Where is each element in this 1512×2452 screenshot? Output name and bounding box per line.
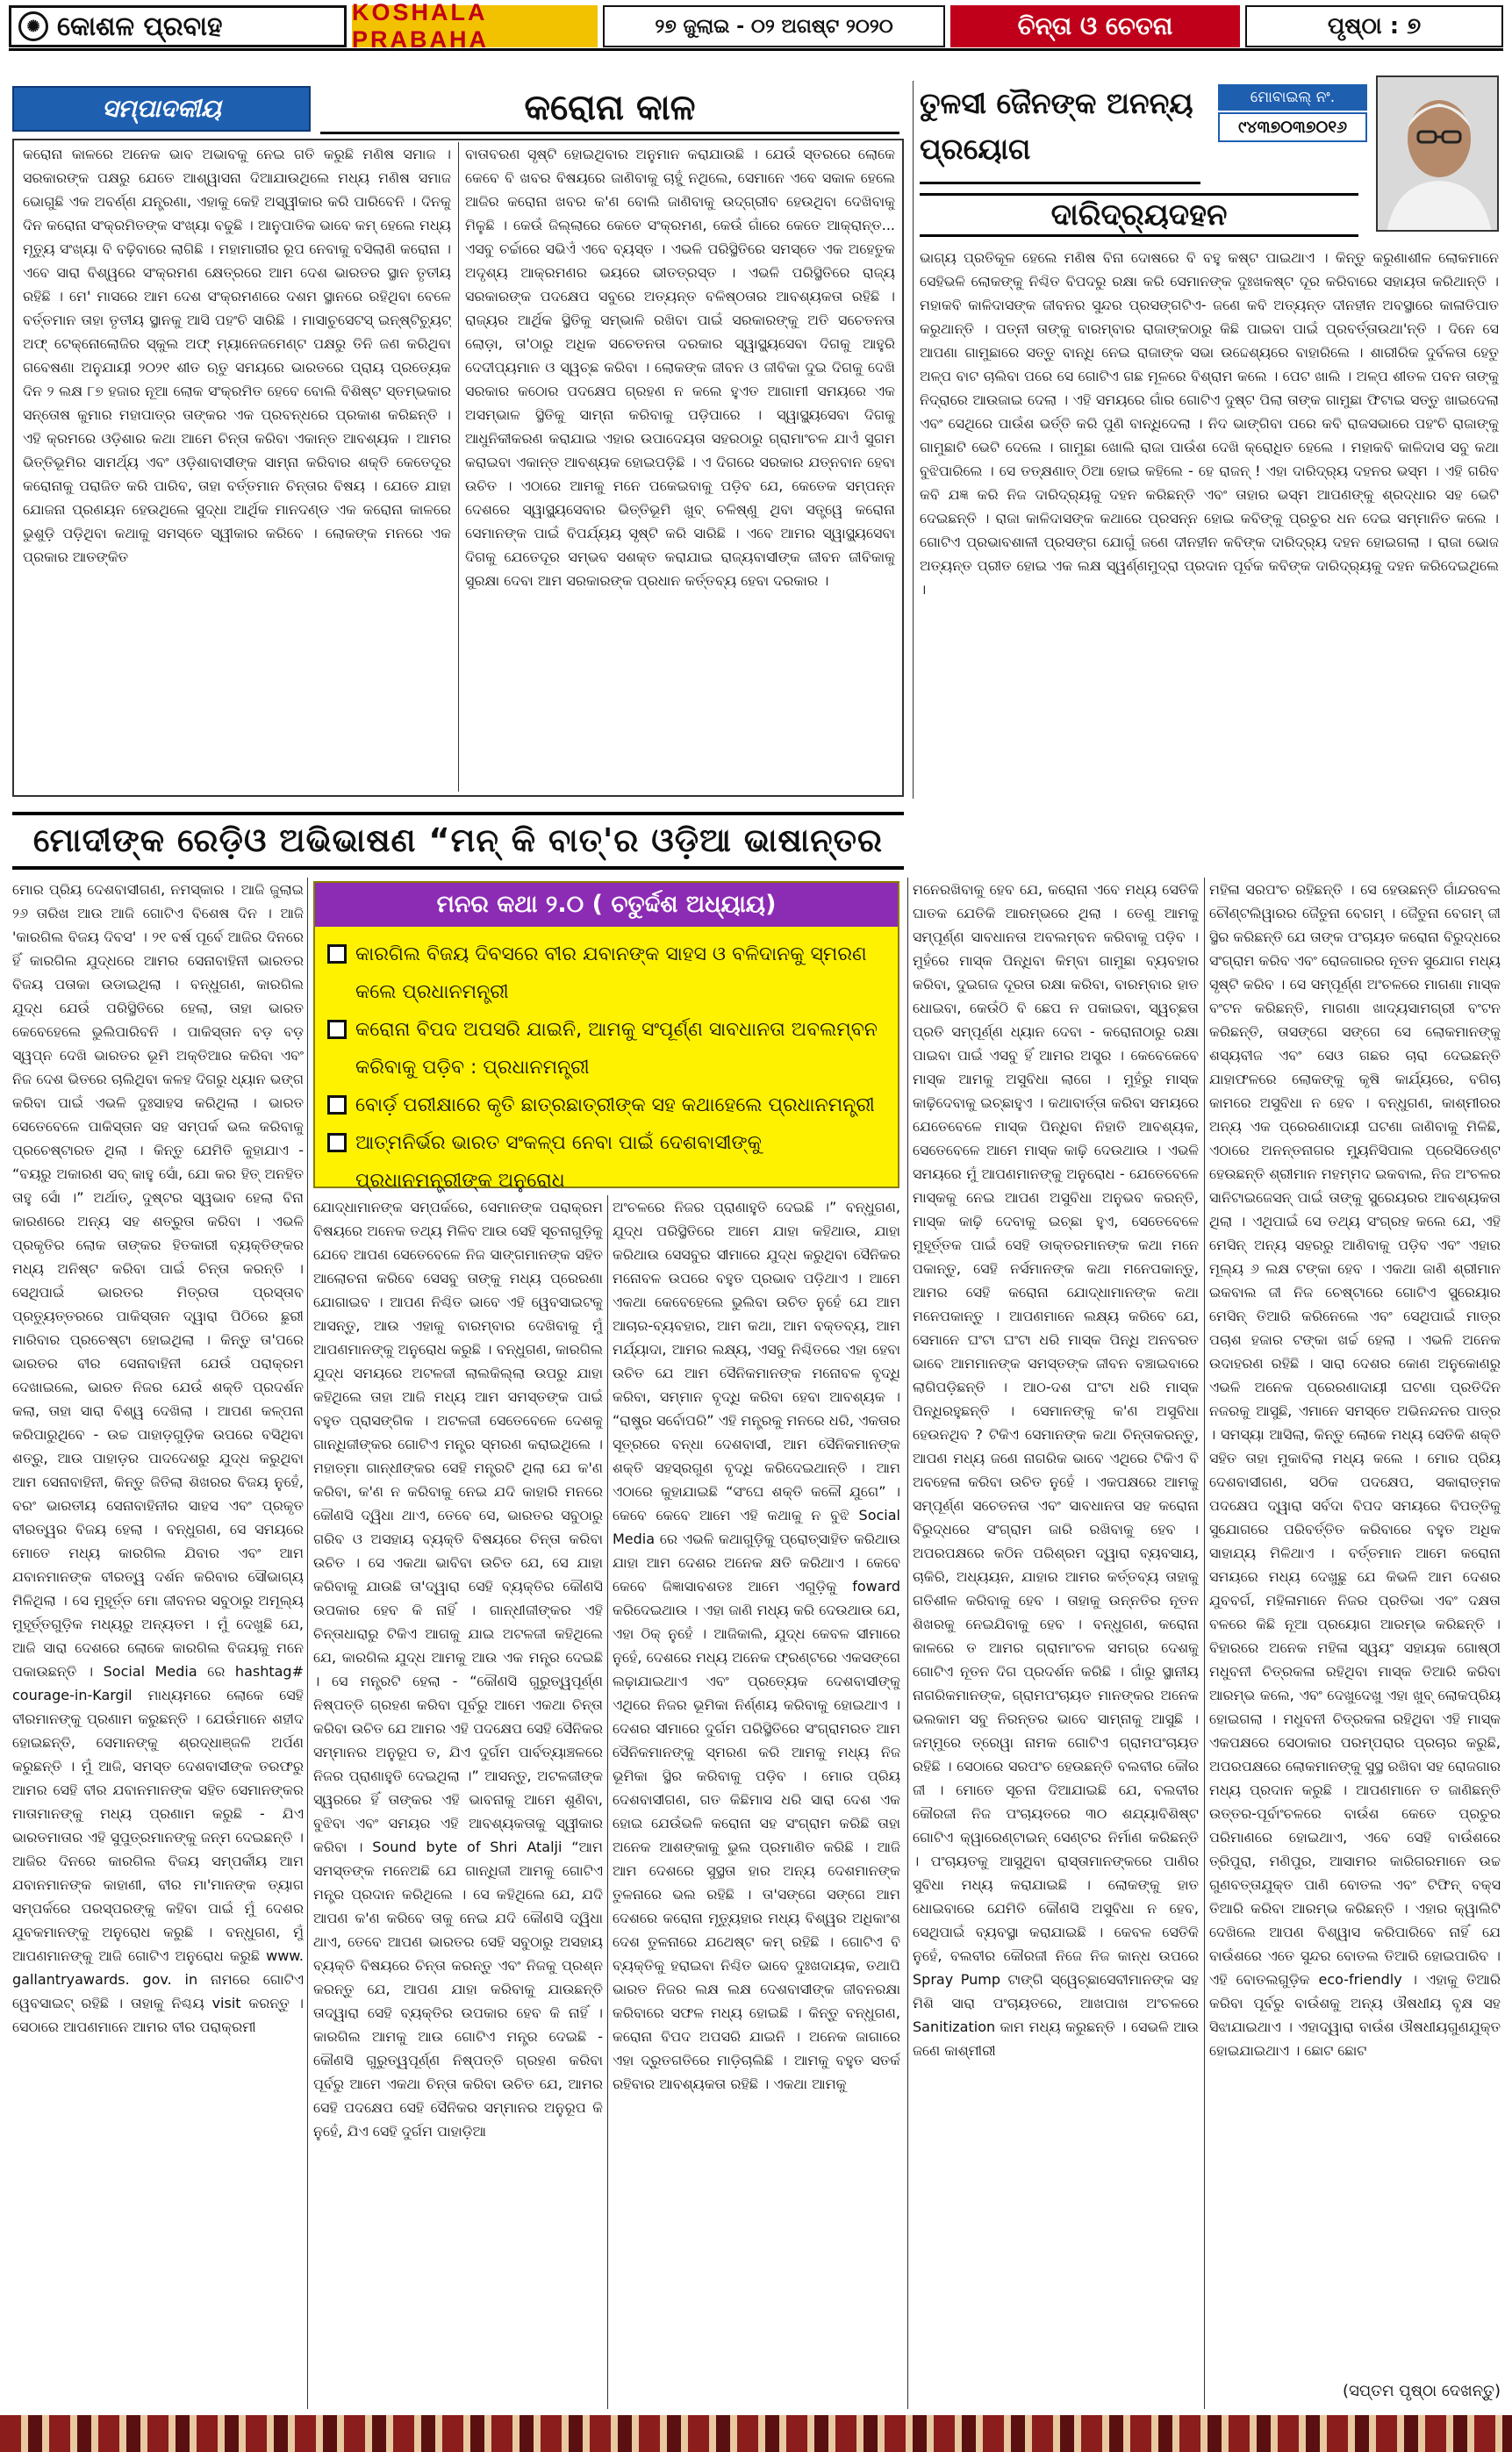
checkbox-icon: [327, 1095, 347, 1115]
mkb-column-3: ଅଂଚଳରେ ନିଜର ପ୍ରାଣାହୁତି ଦେଇଛି ।” ବନ୍ଧୁଗଣ, ଯୁଦ୍ଧ ପରିସ୍ଥିତିରେ ଆମେ ଯାହା କହିଥାଉ, ଯାହା କରିଥାଉ ସେସବୁର ସୀମାରେ ଯୁଦ୍ଧ କରୁଥିବା ସୈନିକର ମନୋବଳ ଉପରେ ବହୁତ ପ୍ରଭାବ ପଡ଼ିଥାଏ । ଆମେ ଏକଥା କେବେହେଲେ ଭୁଲିବା ଉଚିତ ନୁହେଁ ଯେ ଆମ ଆଚାର-ବ୍ୟବହାର, ଆମ କଥା, ଆମ ବକ୍ତବ୍ୟ, ଆମ ମର୍ଯ୍ୟାଦା, ଆମର ଲକ୍ଷ୍ୟ, ଏସବୁ ନିଶ୍ଚିତରେ ଏହା ହେବା ଉଚିତ ଯେ ଆମ ସୈନିକମାନଙ୍କ ମନୋବଳ ବୃଦ୍ଧି କରିବା, ସମ୍ମାନ ବୃଦ୍ଧି କରିବା ହେବା ଆବଶ୍ୟକ । “ରାଷ୍ଟ୍ର ସର୍ବୋପରି” ଏହି ମନ୍ତ୍ରକୁ ମନରେ ଧରି, ଏକତାର ସୂତ୍ରରେ ବନ୍ଧା ଦେଶବାସୀ, ଆମ ସୈନିକମାନଙ୍କ ଶକ୍ତି ସହସ୍ରଗୁଣ ବୃଦ୍ଧି କରିଦେଇଥାନ୍ତି । ଆମ ଏଠାରେ କୁହାଯାଇଛି “ସଂଘେ ଶକ୍ତି କଳୌ ଯୁଗେ” । କେବେ କେବେ ଆମେ ଏହି କଥାକୁ ନ ବୁଝି Social Media ରେ ଏଭଳି କଥାଗୁଡ଼ିକୁ ପ୍ରୋତ୍ସାହିତ କରିଥାଉ ଯାହା ଆମ ଦେଶର ଅନେକ କ୍ଷତି କରିଥାଏ । କେବେ କେବେ ଜିଜ୍ଞାସାବଶତଃ ଆମେ ଏଗୁଡ଼ିକୁ foward କରିଦେଇଥାଉ । ଏହା ଜାଣି ମଧ୍ୟ କରି ଦେଉଥାଉ ଯେ, ଏହା ଠିକ୍ ନୁହେଁ । ଆଜିକାଲି, ଯୁଦ୍ଧ କେବଳ ସୀମାରେ ନୁହେଁ, ଦେଶରେ ମଧ୍ୟ ଅନେକ ଫ୍ରଣ୍ଟରେ ଏକସଙ୍ଗେ ଲଢ଼ାଯାଇଥାଏ ଏବଂ ପ୍ରତ୍ୟେକ ଦେଶବାସୀଙ୍କୁ ଏଥିରେ ନିଜର ଭୂମିକା ନିର୍ଣ୍ଣୟ କରିବାକୁ ହୋଇଥାଏ । ଦେଶର ସୀମାରେ ଦୁର୍ଗମ ପରିସ୍ଥିତିରେ ସଂଗ୍ରାମରତ ଆମ ସୈନିକମାନଙ୍କୁ ସ୍ମରଣ କରି ଆମକୁ ମଧ୍ୟ ନିଜ ଭୂମିକା ସ୍ଥିର କରିବାକୁ ପଡ଼ିବ । ମୋର ପ୍ରିୟ ଦେଶବାସୀଗଣ, ଗତ କିଛିମାସ ଧରି ସାରା ଦେଶ ଏକ ହୋଇ ଯେଉଁଭଳି କରୋନା ସହ ସଂଗ୍ରାମ କରିଛି ତାହା ଅନେକ ଆଶଙ୍କାକୁ ଭୁଲ ପ୍ରମାଣିତ କରିଛି । ଆଜି ଆମ ଦେଶରେ ସୁସ୍ଥତା ହାର ଅନ୍ୟ ଦେଶମାନଙ୍କ ତୁଳନାରେ ଭଲ ରହିଛି । ତା'ସଙ୍ଗେ ସଙ୍ଗେ ଆମ ଦେଶରେ କରୋନା ମୃତ୍ୟୁହାର ମଧ୍ୟ ବିଶ୍ୱର ଅଧିକାଂଶ ଦେଶ ତୁଳନାରେ ଯଥେଷ୍ଟ କମ୍ ରହିଛି । ଗୋଟିଏ ବି ବ୍ୟକ୍ତିକୁ ହରାଇବା ନିଶ୍ଚିତ ଭାବେ ଦୁଃଖଦାୟକ, ତଥାପି ଭାରତ ନିଜର ଲକ୍ଷ ଲକ୍ଷ ଦେଶବାସୀଙ୍କ ଜୀବନରକ୍ଷା କରିବାରେ ସଫଳ ମଧ୍ୟ ହୋଇଛି । କିନ୍ତୁ ବନ୍ଧୁଗଣ, କରୋନା ବିପଦ ଅପସରି ଯାଇନି । ଅନେକ ଜାଗାରେ ଏହା ଦ୍ରୁତଗତିରେ ମାଡ଼ିଚାଲିଛି । ଆମକୁ ବହୁତ ସତର୍କ ରହିବାର ଆବଶ୍ୟକତା ରହିଛି । ଏକଥା ଆମକୁ: [613, 1199, 900, 2092]
decorative-footer-border: [0, 2415, 1512, 2452]
page-number: ପୃଷ୍ଠା : ୭: [1245, 5, 1503, 47]
logo-emblem-icon: ✺: [18, 11, 48, 41]
highlight-item: ଆତ୍ମନିର୍ଭର ଭାରତ ସଂକଳ୍ପ ନେବା ପାଇଁ ଦେଶବାସୀଙ୍କୁ ପ୍ରଧାନମନ୍ତ୍ରୀଙ୍କ ଅନୁରୋଧ: [327, 1124, 885, 1200]
mkb-column-5: ମହିଳା ସରପଂଚ ରହିଛନ୍ତି । ସେ ହେଉଛନ୍ତି ଗାଁନ୍ଦରବଲ ଚୌଣ୍ଟଲିୱାରର ଜୈତୁନା ବେଗମ୍ । ଜୈତୁନା ବେଗମ୍ ଜୀ ସ୍ଥିର କରିଛନ୍ତି ଯେ ତାଙ୍କ ପଂଚାୟତ କରୋନା ବିରୁଦ୍ଧରେ ସଂଗ୍ରାମ କରିବ ଏବଂ ରୋଜଗାରର ନୂତନ ସୁଯୋଗ ମଧ୍ୟ ସୃଷ୍ଟି କରିବ । ସେ ସମ୍ପୂର୍ଣ୍ଣ ଅଂଚଳରେ ମାଗଣା ମାସ୍କ ବଂଟନ କରିଛନ୍ତି, ମାଗଣା ଖାଦ୍ୟସାମଗ୍ରୀ ବଂଟନ କରିଛନ୍ତି, ତାସଙ୍ଗେ ସଙ୍ଗେ ସେ ଲୋକମାନଙ୍କୁ ଶସ୍ୟବୀଜ ଏବଂ ସେଓ ଗଛର ଚାରା ଦେଇଛନ୍ତି ଯାହାଫଳରେ ଲୋକଙ୍କୁ କୃଷି କାର୍ଯ୍ୟରେ, ବଗିଚା କାମରେ ଅସୁବିଧା ନ ହେବ । ବନ୍ଧୁଗଣ, କାଶ୍ମୀରର ଅନ୍ୟ ଏକ ପ୍ରେରଣାଦାୟୀ ଘଟଣା ଜାଣିବାକୁ ମିଳିଛି, ଏଠାରେ ଅନନ୍ତନାଗର ମ୍ୟୁନିସିପାଲ ପ୍ରେସିଡେଣ୍ଟ ହେଉଛନ୍ତି ଶ୍ରୀମାନ ମହମ୍ମଦ ଇକବାଲ, ନିଜ ଅଂଚଳର ସାନିଟାଇଜେସନ୍ ପାଇଁ ତାଙ୍କୁ ସ୍ପ୍ରେୟରର ଆବଶ୍ୟକତା ଥିଲା । ଏଥିପାଇଁ ସେ ତଥ୍ୟ ସଂଗ୍ରହ କଲେ ଯେ, ଏହି ମେସିନ୍ ଅନ୍ୟ ସହରରୁ ଆଣିବାକୁ ପଡ଼ିବ ଏବଂ ଏହାର ମୂଲ୍ୟ ୬ ଲକ୍ଷ ଟଙ୍କା ହେବ । ଏକଥା ଜାଣି ଶ୍ରୀମାନ ଇକବାଲ ଜୀ ନିଜ ଚେଷ୍ଟାରେ ଗୋଟିଏ ସ୍ପ୍ରେୟାର ମେସିନ୍ ତିଆରି କରିନେଲେ ଏବଂ ସେଥିପାଇଁ ମାତ୍ର ପଚାଶ ହଜାର ଟଙ୍କା ଖର୍ଚ୍ଚ ହେଲା । ଏଭଳି ଅନେକ ଉଦାହରଣ ରହିଛି । ସାରା ଦେଶର କୋଣ ଅନୁକୋଣରୁ ଏଭଳି ଅନେକ ପ୍ରେରଣାଦାୟୀ ଘଟଣା ପ୍ରତିଦିନ ନଜରକୁ ଆସୁଛି, ଏମାନେ ସମସ୍ତେ ଅଭିନନ୍ଦନର ପାତ୍ର । ସମସ୍ୟା ଆସିଲା, କିନ୍ତୁ ଲୋକେ ମଧ୍ୟ ସେତିକି ଶକ୍ତି ସହିତ ତାହା ମୁକାବିଲା ମଧ୍ୟ କଲେ । ମୋର ପ୍ରିୟ ଦେଶବାସୀଗଣ, ସଠିକ ପଦକ୍ଷେପ, ସକାରାତ୍ମକ ପଦକ୍ଷେପ ଦ୍ୱାରା ସର୍ବଦା ବିପଦ ସମୟରେ ବିପତ୍ତିକୁ ସୁଯୋଗରେ ପରିବର୍ତ୍ତିତ କରିବାରେ ବହୁତ ଅଧିକ ସାହାଯ୍ୟ ମିଳିଥାଏ । ବର୍ତ୍ତମାନ ଆମେ କରୋନା ସମୟରେ ମଧ୍ୟ ଦେଖୁଛୁ ଯେ କିଭଳି ଆମ ଦେଶର ଯୁବବର୍ଗ, ମହିଳାମାନେ ନିଜର ପ୍ରତିଭା ଏବଂ ଦକ୍ଷତା ବଳରେ କିଛି ନୂଆ ପ୍ରୟୋଗ ଆରମ୍ଭ କରିଛନ୍ତି । ବିହାରରେ ଅନେକ ମହିଳା ସ୍ୱୟଂ ସହାୟକ ଗୋଷ୍ଠୀ ମଧୁବନୀ ଚିତ୍ରକଳା ରହିଥିବା ମାସ୍କ ତିଆରି କରିବା ଆରମ୍ଭ କଲେ, ଏବଂ ଦେଖୁଦେଖୁ ଏହା ଖୁବ୍ ଲୋକପ୍ରିୟ ହୋଇଗଲା । ମଧୁବନୀ ଚିତ୍ରକଳା ରହିଥିବା ଏହି ମାସ୍କ ଏକପକ୍ଷରେ ସେଠାକାର ପରମ୍ପରାର ପ୍ରଚାର କରୁଛି, ଅପରପକ୍ଷରେ ଲୋକମାନଙ୍କୁ ସୁସ୍ଥ ରଖିବା ସହ ରୋଜଗାର ମଧ୍ୟ ପ୍ରଦାନ କରୁଛି । ଆପଣମାନେ ତ ଜାଣିଛନ୍ତି ଉତ୍ତର-ପୂର୍ବାଂଚଳରେ ବାଉଁଶ କେତେ ପ୍ରଚୁର ପରିମାଣରେ ହୋଇଥାଏ, ଏବେ ସେହି ବାଉଁଶରେ ତ୍ରିପୁରା, ମଣିପୁର, ଆସାମର କାରିଗରମାନେ ଉଚ୍ଚ ଗୁଣବତ୍ତାଯୁକ୍ତ ପାଣି ବୋତଲ ଏବଂ ଟିଫିନ୍ ବକ୍ସ ତିଆରି କରିବା ଆରମ୍ଭ କରିଛନ୍ତି । ଏହାର କ୍ୱାଲିଟି ଦେଖିଲେ ଆପଣ ବିଶ୍ୱାସ କରିପାରିବେ ନାହିଁ ଯେ ବାଉଁଶରେ ଏତେ ସୁନ୍ଦର ବୋତଲ ତିଆରି ହୋଇପାରିବ । ଏହି ବୋତଲଗୁଡ଼ିକ eco-friendly । ଏହାକୁ ତିଆରି କରିବା ପୂର୍ବରୁ ବାଉଁଶକୁ ଅନ୍ୟ ଔଷଧୀୟ ବୃକ୍ଷ ସହ ସିଝାଯାଇଥାଏ । ଏହାଦ୍ୱାରା ବାଉଁଶ ଔଷଧୀୟଗୁଣଯୁକ୍ତ ହୋଇଯାଇଥାଏ । ଛୋଟ ଛୋଟ: [1209, 881, 1501, 2059]
tulsi-article-heading: ଦାରିଦ୍ର୍ୟଦହନ: [920, 193, 1358, 237]
newspaper-logo: [9, 5, 347, 47]
checkbox-icon: [327, 944, 347, 964]
english-title: KOSHALA PRABAHA: [352, 5, 598, 47]
highlight-item: ବୋର୍ଡ଼ ପରୀକ୍ଷାରେ କୃତି ଛାତ୍ରଛାତ୍ରୀଙ୍କ ସହ କଥାହେଲେ ପ୍ରଧାନମନ୍ତ୍ରୀ: [327, 1086, 885, 1124]
editorial-column-1: କରୋନା କାଳରେ ଅନେକ ଭାବ ଅଭାବକୁ ନେଇ ଗତି କରୁଛି ମଣିଷ ସମାଜ । ସରକାରଙ୍କ ପକ୍ଷରୁ ଯେତେ ଆଶ୍ୱାସନା ଦିଆଯାଉଥିଲେ ମଧ୍ୟ ମଣିଷ ସମାଜ ଭୋଗୁଛି ଏକ ଅବର୍ଣ୍ଣ ଯନ୍ତ୍ରଣା, ଏହାକୁ କେହି ଅସ୍ୱୀକାର କରି ପାରିବେନି । ଦିନକୁ ଦିନ କରୋନା ସଂକ୍ରମିତଙ୍କ ସଂଖ୍ୟା ବଢୁଛି । ଆନୁପାତିକ ଭାବେ କମ୍ ହେଲେ ମଧ୍ୟ ମୃତ୍ୟୁ ସଂଖ୍ୟା ବି ବଢ଼ିବାରେ ଲାଗିଛି । ମହାମାରୀର ରୂପ ନେବାକୁ ବସିଲାଣି କରୋନା । ଏବେ ସାରା ବିଶ୍ୱରେ ସଂକ୍ରମଣ କ୍ଷେତ୍ରରେ ଆମ ଦେଶ ଭାରତର ସ୍ଥାନ ତୃତୀୟ ରହିଛି । ମେ' ମାସରେ ଆମ ଦେଶ ସଂକ୍ରମଣରେ ଦଶମ ସ୍ଥାନରେ ରହିଥିବା ବେଳେ ବର୍ତ୍ତମାନ ତାହା ତୃତୀୟ ସ୍ଥାନକୁ ଆସି ପହଂଚି ସାରିଛି । ମାସାଚୁସେଟସ୍ ଇନ୍‌ଷ୍ଟିଚ୍ୟୁଟ୍ ଅଫ୍ ଟେକ୍ନୋଲୋଜିର ସ୍କୁଲ ଅଫ୍ ମ୍ୟାନେଜମେଣ୍ଟ ପକ୍ଷରୁ ତିନି ଜଣ କରିଥିବା ଗବେଷଣା ଅନୁଯାୟୀ ୨୦୨୧ ଶୀତ ଋତୁ ସମୟରେ ଭାରତରେ ପ୍ରାୟ ପ୍ରତ୍ୟେକ ଦିନ ୨ ଲକ୍ଷ ୮୭ ହଜାର ନୂଆ ଲୋକ ସଂକ୍ରମିତ ହେବେ ବୋଲି ବିଶିଷ୍ଟ ସ୍ତମ୍ଭକାର ସନ୍ତୋଷ କୁମାର ମହାପାତ୍ର ତାଙ୍କର ଏକ ପ୍ରବନ୍ଧରେ ପ୍ରକାଶ କରିଛନ୍ତି । ଏହି କ୍ରମରେ ଓଡ଼ିଶାର କଥା ଆମେ ଚିନ୍ତା କରିବା ଏକାନ୍ତ ଆବଶ୍ୟକ । ଆମର ଭିତ୍ତିଭୂମିର ସାମର୍ଥ୍ୟ ଏବଂ ଓଡ଼ିଶାବାସୀଙ୍କ ସାମ୍ନା କରିବାର ଶକ୍ତି କେତେଦୂର କରୋନାକୁ ପରାଜିତ କରି ପାରିବ, ତାହା ବର୍ତ୍ତମାନ ଚିନ୍ତାର ବିଷୟ । ଯେତେ ଯାହା ଯୋଜନା ପ୍ରଣୟନ ହେଉଥିଲେ ସୁଦ୍ଧା ଆର୍ଥିକ ମାନଦଣ୍ଡ ଏକ କରୋନା କାଳରେ ଭୁଶୁଡ଼ି ପଡ଼ିଥିବା କଥାକୁ ସମସ୍ତେ ସ୍ୱୀକାର କରିବେ । ଲୋକଙ୍କ ମନରେ ଏକ ପ୍ରକାର ଆତଙ୍କିତ: [23, 146, 451, 565]
continued-note: (ସପ୍ତମ ପୃଷ୍ଠା ଦେଖନ୍ତୁ): [1343, 2382, 1501, 2400]
mobile-label: ମୋବାଇଲ୍ ନଂ.: [1218, 84, 1367, 111]
column-divider: [907, 878, 908, 2409]
highlights-list: [315, 927, 898, 1208]
checkbox-icon: [327, 1020, 347, 1039]
masthead: [9, 0, 1503, 53]
column-divider: [913, 81, 914, 799]
mkb-column-2: ଯୋଦ୍ଧାମାନଙ୍କ ସମ୍ପର୍କରେ, ସେମାନଙ୍କ ପରାକ୍ରମ ବିଷୟରେ ଅନେକ ତଥ୍ୟ ମିଳିବ ଆଉ ସେହି ସୂଚନାଗୁଡ଼ିକୁ ଯେବେ ଆପଣ ସେତେବେଳେ ନିଜ ସାଙ୍ଗମାନଙ୍କ ସହିତ ଆଲୋଚନା କରିବେ ସେସବୁ ତାଙ୍କୁ ମଧ୍ୟ ପ୍ରେରଣା ଯୋଗାଇବ । ଆପଣ ନିଶ୍ଚିତ ଭାବେ ଏହି ୱେବସାଇଟକୁ ଆସନ୍ତୁ, ଆଉ ଏହାକୁ ବାରମ୍ବାର ଦେଖିବାକୁ ମୁଁ ଆପଣମାନଙ୍କୁ ଅନୁରୋଧ କରୁଛି । ବନ୍ଧୁଗଣ, କାରଗିଲ ଯୁଦ୍ଧ ସମୟରେ ଅଟଳଜୀ ଲାଲକିଲ୍ଲା ଉପରୁ ଯାହା କହିଥିଲେ ତାହା ଆଜି ମଧ୍ୟ ଆମ ସମସ୍ତଙ୍କ ପାଇଁ ବହୁତ ପ୍ରାସଙ୍ଗିକ । ଅଟଳଜୀ ସେତେବେଳେ ଦେଶକୁ ଗାନ୍ଧିଜୀଙ୍କର ଗୋଟିଏ ମନ୍ତ୍ର ସ୍ମରଣ କରାଇଥିଲେ । ମହାତ୍ମା ଗାନ୍ଧୀଙ୍କର ସେହି ମନ୍ତ୍ରଟି ଥିଲା ଯେ କ'ଣ କରିବା, କ'ଣ ନ କରିବାକୁ ନେଇ ଯଦି କାହାରି ମନରେ କୌଣସି ଦ୍ୱିଧା ଥାଏ, ତେବେ ସେ, ଭାରତର ସବୁଠାରୁ ଗରିବ ଓ ଅସହାୟ ବ୍ୟକ୍ତି ବିଷୟରେ ଚିନ୍ତା କରିବା ଉଚିତ । ସେ ଏକଥା ଭାବିବା ଉଚିତ ଯେ, ସେ ଯାହା କରିବାକୁ ଯାଉଛି ତା'ଦ୍ୱାରା ସେହି ବ୍ୟକ୍ତିର କୌଣସି ଉପକାର ହେବ କି ନାହିଁ । ଗାନ୍ଧୀଜୀଙ୍କର ଏହି ଚିନ୍ତାଧାରାରୁ ଟିକିଏ ଆଗକୁ ଯାଇ ଅଟଳଜୀ କହିଥିଲେ ଯେ, କାରଗିଲ ଯୁଦ୍ଧ ଆମକୁ ଆଉ ଏକ ମନ୍ତ୍ର ଦେଇଛି । ସେ ମନ୍ତ୍ରଟି ହେଲା - “କୌଣସି ଗୁରୁତ୍ୱପୂର୍ଣ୍ଣ ନିଷ୍ପତ୍ତି ଗ୍ରହଣ କରିବା ପୂର୍ବରୁ ଆମେ ଏକଥା ଚିନ୍ତା କରିବା ଉଚିତ ଯେ ଆମର ଏହି ପଦକ୍ଷେପ ସେହି ସୈନିକର ସମ୍ମାନର ଅନୁରୂପ ତ, ଯିଏ ଦୁର୍ଗମ ପାର୍ବତ୍ୟାଞ୍ଚଳରେ ନିଜର ପ୍ରାଣାହୁତି ଦେଇଥିଲା ।” ଆସନ୍ତୁ, ଅଟଳଜୀଙ୍କ ସ୍ୱରରେ ହିଁ ତାଙ୍କର ଏହି ଭାବନାକୁ ଆମେ ଶୁଣିବା, ବୁଝିବା ଏବଂ ସମୟର ଏହି ଆବଶ୍ୟକତାକୁ ସ୍ୱୀକାର କରିବା । Sound byte of Shri Atalji “ଆମ ସମସ୍ତଙ୍କ ମନେଅଛି ଯେ ଗାନ୍ଧିଜୀ ଆମକୁ ଗୋଟିଏ ମନ୍ତ୍ର ପ୍ରଦାନ କରିଥିଲେ । ସେ କହିଥିଲେ ଯେ, ଯଦି ଆପଣ କ'ଣ କରିବେ ତାକୁ ନେଇ ଯଦି କୌଣସି ଦ୍ୱିଧା ଥାଏ, ତେବେ ଆପଣ ଭାରତର ସେହି ସବୁଠାରୁ ଅସହାୟ ବ୍ୟକ୍ତି ବିଷୟରେ ଚିନ୍ତା କରନ୍ତୁ ଏବଂ ନିଜକୁ ପ୍ରଶ୍ନ କରନ୍ତୁ ଯେ, ଆପଣ ଯାହା କରିବାକୁ ଯାଉଛନ୍ତି ତାଦ୍ୱାରା ସେହି ବ୍ୟକ୍ତିର ଉପକାର ହେବ କି ନାହିଁ । କାରଗିଲ ଆମକୁ ଆଉ ଗୋଟିଏ ମନ୍ତ୍ର ଦେଇଛି - କୌଣସି ଗୁରୁତ୍ୱପୂର୍ଣ୍ଣ ନିଷ୍ପତ୍ତି ଗ୍ରହଣ କରିବା ପୂର୍ବରୁ ଆମେ ଏକଥା ଚିନ୍ତା କରିବା ଉଚିତ ଯେ, ଆମର ସେହି ପଦକ୍ଷେପ ସେହି ସୈନିକର ସମ୍ମାନର ଅନୁରୂପ କି ନୁହେଁ, ଯିଏ ସେହି ଦୁର୍ଗମ ପାହାଡ଼ିଆ: [313, 1199, 603, 2140]
editorial-title: କରୋନା କାଳ: [320, 83, 899, 134]
highlight-item: କରୋନା ବିପଦ ଅପସରି ଯାଇନି, ଆମକୁ ସଂପୂର୍ଣ୍ଣ ସାବଧାନତା ଅବଲମ୍ବନ କରିବାକୁ ପଡ଼ିବ : ପ୍ରଧାନମନ୍ତ୍ରୀ: [327, 1011, 885, 1086]
tulsi-article-body: ଭାଗ୍ୟ ପ୍ରତିକୂଳ ହେଲେ ମଣିଷ ବିନା ଦୋଷରେ ବି ବହୁ କଷ୍ଟ ପାଇଥାଏ । କିନ୍ତୁ କରୁଣାଶୀଳ ଲୋକମାନେ ସେହିଭଳି ଲୋକଙ୍କୁ ନିଶ୍ଚିତ ବିପଦରୁ ରକ୍ଷା କରି ସେମାନଙ୍କ ଦୁଃଖକଷ୍ଟ ଦୂର କରିବାରେ ସହାୟତା କରିଥାନ୍ତି । ମହାକବି କାଳିଦାସଙ୍କ ଜୀବନର ସୁନ୍ଦର ପ୍ରସଙ୍ଗଟିଏ- ଜଣେ କବି ଅତ୍ୟନ୍ତ ଦୀନହୀନ ଅବସ୍ଥାରେ କାଳାତିପାତ କରୁଥାନ୍ତି । ପତ୍ନୀ ତାଙ୍କୁ ବାରମ୍ବାର ରାଜାଙ୍କଠାରୁ କିଛି ପାଇବା ପାଇଁ ପ୍ରବର୍ତ୍ତାଉଥା'ନ୍ତି । ଦିନେ ସେ ଆପଣା ଗାମୁଛାରେ ସତ୍ତୁ ବାନ୍ଧି ନେଇ ରାଜାଙ୍କ ସଭା ଉଦ୍ଦେଶ୍ୟରେ ବାହାରିଲେ । ଶାରୀରିକ ଦୁର୍ବଳତା ହେତୁ ଅଳ୍ପ ବାଟ ଚାଲିବା ପରେ ସେ ଗୋଟିଏ ଗଛ ମୂଳରେ ବିଶ୍ରାମ କଲେ । ପେଟ ଖାଲି । ଅଳ୍ପ ଶୀତଳ ପବନ ତାଙ୍କୁ ନିଦ୍ରାରେ ଆଉଜାଇ ଦେଲା । ଏହି ସମୟରେ ଗାଁର ଗୋଟିଏ ଦୁଷ୍ଟ ପିଲା ତାଙ୍କ ଗାମୁଛା ଫିଟାଇ ସତ୍ତୁ ଖାଇଦେଲା ଏବଂ ସେଥିରେ ପାଉଁଶ ଭର୍ତ୍ତି କରି ପୁଣି ବାନ୍ଧିଦେଲା । ନିଦ ଭାଙ୍ଗିବା ପରେ କବି ରାଜସଭାରେ ପହଂଚି ରାଜାଙ୍କୁ ଗାମୁଛାଟି ଭେଟି ଦେଲେ । ଗାମୁଛା ଖୋଲି ରାଜା ପାଉଁଶ ଦେଖି କ୍ରୋଧିତ ହେଲେ । ମହାକବି କାଳିଦାସ ସବୁ କଥା ବୁଝିପାରିଲେ । ସେ ତତ୍‌କ୍ଷଣାତ୍ ଠିଆ ହୋଇ କହିଲେ - ହେ ରାଜନ୍ ! ଏହା ଦାରିଦ୍ର୍ୟ ଦହନର ଭସ୍ମ । ଏହି ଗରିବ କବି ଯଜ୍ଞ କରି ନିଜ ଦାରିଦ୍ର୍ୟକୁ ଦହନ କରିଛନ୍ତି ଏବଂ ତାହାର ଭସ୍ମ ଆପଣଙ୍କୁ ଶ୍ରଦ୍ଧାର ସହ ଭେଟି ଦେଇଛନ୍ତି । ରାଜା କାଳିଦାସଙ୍କ କଥାରେ ପ୍ରସନ୍ନ ହୋଇ କବିଙ୍କୁ ପ୍ରଚୁର ଧନ ଦେଇ ସମ୍ମାନିତ କଲେ । ଗୋଟିଏ ପ୍ରଭାବଶାଳୀ ପ୍ରସଙ୍ଗ ଯୋଗୁଁ ଜଣେ ଦୀନହୀନ କବିଙ୍କ ଦାରିଦ୍ର୍ୟ ଦହନ ହୋଇଗଲା । ରାଜା ଭୋଜ ଅତ୍ୟନ୍ତ ପ୍ରୀତ ହୋଇ ଏକ ଲକ୍ଷ ସ୍ୱର୍ଣ୍ଣମୁଦ୍ରା ପ୍ରଦାନ ପୂର୍ବକ କବିଙ୍କ ଦାରିଦ୍ର୍ୟକୁ ଦହନ କରିଦେଇଥିଲେ ।: [920, 249, 1499, 598]
highlights-box: [313, 881, 899, 1192]
column-divider: [607, 1195, 608, 2409]
issue-date: ୨୭ ଜୁଲାଇ - ୦୨ ଅଗଷ୍ଟ ୨୦୨୦: [603, 5, 945, 47]
column-divider: [458, 142, 459, 792]
mann-ki-baat-headline: ମୋଦୀଙ୍କ ରେଡ଼ିଓ ଅଭିଭାଷଣ “ମନ୍ କି ବାତ୍'ର ଓଡ଼ିଆ ଭାଷାନ୍ତର: [12, 812, 904, 870]
column-divider: [307, 878, 308, 2409]
mkb-column-1: ମୋର ପ୍ରିୟ ଦେଶବାସୀଗଣ, ନମସ୍କାର । ଆଜି ଜୁଲାଇ ୨୬ ତାରିଖ ଆଉ ଆଜି ଗୋଟିଏ ବିଶେଷ ଦିନ । ଆଜି 'କାରଗିଲ ବିଜୟ ଦିବସ' । ୨୧ ବର୍ଷ ପୂର୍ବେ ଆଜିର ଦିନରେ ହିଁ କାରଗିଲ ଯୁଦ୍ଧରେ ଆମର ସେନାବାହିନୀ ଭାରତର ବିଜୟ ପତାକା ଉଡାଇଥିଲା । ବନ୍ଧୁଗଣ, କାରଗିଲ ଯୁଦ୍ଧ ଯେଉଁ ପରିସ୍ଥିତିରେ ହେଲା, ତାହା ଭାରତ କେବେହେଲେ ଭୁଲିପାରିବନି । ପାକିସ୍ତାନ ବଡ଼ ବଡ଼ ସ୍ୱପ୍ନ ଦେଖି ଭାରତର ଭୂମି ଅକ୍ତିଆର କରିବା ଏବଂ ନିଜ ଦେଶ ଭିତରେ ଚାଲିଥିବା କଳହ ଦିଗରୁ ଧ୍ୟାନ ଭଙ୍ଗ କରିବା ପାଇଁ ଏଭଳି ଦୁଃସାହସ କରିଥିଲା । ଭାରତ ସେତେବେଳେ ପାକିସ୍ତାନ ସହ ସମ୍ପର୍କ ଭଲ କରିବାକୁ ପ୍ରଚେଷ୍ଟାରତ ଥିଲା । କିନ୍ତୁ ଯେମିତି କୁହାଯାଏ - “ବୟରୁ ଅକାରଣ ସବ୍ କାହୁ ସୋଁ, ଯୋ କର ହିତ୍ ଅନହିତ ତାହୁ ସୋଁ ।” ଅର୍ଥାତ୍, ଦୁଷ୍ଟର ସ୍ୱଭାବ ହେଲା ବିନା କାରଣରେ ଅନ୍ୟ ସହ ଶତ୍ରୁତା କରିବା । ଏଭଳି ପ୍ରକୃତିର ଲୋକ ତାଙ୍କର ହିତକାରୀ ବ୍ୟକ୍ତିଙ୍କର ମଧ୍ୟ ଅନିଷ୍ଟ କରିବା ପାଇଁ ଚିନ୍ତା କରନ୍ତି । ସେଥିପାଇଁ ଭାରତର ମିତ୍ରତା ପ୍ରସ୍ତାବ ପ୍ରତ୍ୟୁତ୍ତରରେ ପାକିସ୍ତାନ ଦ୍ୱାରା ପିଠିରେ ଛୁରୀ ମାରିବାର ପ୍ରଚେଷ୍ଟା ହୋଇଥିଲା । କିନ୍ତୁ ତା'ପରେ ଭାରତର ବୀର ସେନାବାହିନୀ ଯେଉଁ ପରାକ୍ରମ ଦେଖାଇଲେ, ଭାରତ ନିଜର ଯେଉଁ ଶକ୍ତି ପ୍ରଦର୍ଶନ କଲା, ତାହା ସାରା ବିଶ୍ୱ ଦେଖିଲା । ଆପଣ କଳ୍ପନା କରିପାରୁଥିବେ - ଉଚ୍ଚ ପାହାଡ଼ଗୁଡ଼ିକ ଉପରେ ବସିଥିବା ଶତ୍ରୁ, ଆଉ ପାହାଡ଼ର ପାଦଦେଶରୁ ଯୁଦ୍ଧ କରୁଥିବା ଆମ ସେନାବାହିନୀ, କିନ୍ତୁ ଜିତିଲା ଶିଖରର ବିଜୟ ନୁହେଁ, ବରଂ ଭାରତୀୟ ସେନାବାହିନୀର ସାହସ ଏବଂ ପ୍ରକୃତ ବୀରତ୍ୱର ବିଜୟ ହେଲା । ବନ୍ଧୁଗଣ, ସେ ସମୟରେ ମୋତେ ମଧ୍ୟ କାରଗିଲ ଯିବାର ଏବଂ ଆମ ଯବାନମାନଙ୍କ ବୀରତ୍ୱ ଦର୍ଶନ କରିବାର ସୌଭାଗ୍ୟ ମିଳିଥିଲା । ସେ ମୁହୂର୍ତ୍ତ ମୋ ଜୀବନର ସବୁଠାରୁ ଅମୂଲ୍ୟ ମୁହୂର୍ତ୍ତଗୁଡ଼ିକ ମଧ୍ୟରୁ ଅନ୍ୟତମ । ମୁଁ ଦେଖୁଛି ଯେ, ଆଜି ସାରା ଦେଶରେ ଲୋକେ କାରଗିଲ ବିଜୟକୁ ମନେ ପକାଉଛନ୍ତି । Social Media ରେ hashtag# courage-in-Kargil ମାଧ୍ୟମରେ ଲୋକେ ସେହି ବୀରମାନଙ୍କୁ ପ୍ରଣାମ କରୁଛନ୍ତି । ଯେଉଁମାନେ ଶହୀଦ ହୋଇଛନ୍ତି, ସେମାନଙ୍କୁ ଶ୍ରଦ୍ଧାଞ୍ଜଳି ଅର୍ପଣ କରୁଛନ୍ତି । ମୁଁ ଆଜି, ସମସ୍ତ ଦେଶବାସୀଙ୍କ ତରଫରୁ ଆମର ସେହି ବୀର ଯବାନମାନଙ୍କ ସହିତ ସେମାନଙ୍କର ମାତାମାନଙ୍କୁ ମଧ୍ୟ ପ୍ରଣାମ କରୁଛି - ଯିଏ ଭାରତମାତାର ଏହି ସୁପୁତ୍ରମାନଙ୍କୁ ଜନ୍ମ ଦେଇଛନ୍ତି । ଆଜିର ଦିନରେ କାରଗିଲ ବିଜୟ ସମ୍ପର୍କୀୟ ଆମ ଯବାନମାନଙ୍କ କାହାଣୀ, ବୀର ମା'ମାନଙ୍କ ତ୍ୟାଗ ସମ୍ପର୍କରେ ପରସ୍ପରଙ୍କୁ କହିବା ପାଇଁ ମୁଁ ଦେଶର ଯୁବକମାନଙ୍କୁ ଅନୁରୋଧ କରୁଛି । ବନ୍ଧୁଗଣ, ମୁଁ ଆପଣମାନଙ୍କୁ ଆଜି ଗୋଟିଏ ଅନୁରୋଧ କରୁଛି www. gallantryawards. gov. in ନାମରେ ଗୋଟିଏ ୱେବସାଇଟ୍ ରହିଛି । ତାହାକୁ ନିଶ୍ଚୟ visit କରନ୍ତୁ । ସେଠାରେ ଆପଣମାନେ ଆମର ବୀର ପରାକ୍ରମୀ: [12, 881, 304, 2035]
mkb-column-4: ମନେରଖିବାକୁ ହେବ ଯେ, କରୋନା ଏବେ ମଧ୍ୟ ସେତିକି ଘାତକ ଯେତିକି ଆରମ୍ଭରେ ଥିଲା । ତେଣୁ ଆମକୁ ସମ୍ପୂର୍ଣ୍ଣ ସାବଧାନତା ଅବଲମ୍ବନ କରିବାକୁ ପଡ଼ିବ । ମୁହଁରେ ମାସ୍କ ପିନ୍ଧିବା କିମ୍ବା ଗାମୁଛା ବ୍ୟବହାର କରିବା, ଦୁଇଗଜ ଦୂରତା ରକ୍ଷା କରିବା, ବାରମ୍ବାର ହାତ ଧୋଇବା, କେଉଁଠି ବି ଛେପ ନ ପକାଇବା, ସ୍ୱଚ୍ଛତା ପ୍ରତି ସମ୍ପୂର୍ଣ୍ଣ ଧ୍ୟାନ ଦେବା - କରୋନାଠାରୁ ରକ୍ଷା ପାଇବା ପାଇଁ ଏସବୁ ହିଁ ଆମର ଅସ୍ତ୍ର । କେବେକେବେ ମାସ୍କ ଆମକୁ ଅସୁବିଧା ଲାଗେ । ମୁହଁରୁ ମାସ୍କ କାଢ଼ିଦେବାକୁ ଇଚ୍ଛାହୁଏ । କଥାବାର୍ତ୍ତା କରିବା ସମୟରେ ଯେତେବେଳେ ମାସ୍କ ପିନ୍ଧିବା ନିହାତି ଆବଶ୍ୟକ, ସେତେବେଳେ ଆମେ ମାସ୍କ କାଢ଼ି ଦେଉଥାଉ । ଏଭଳି ସମୟରେ ମୁଁ ଆପଣମାନଙ୍କୁ ଅନୁରୋଧ - ଯେତେବେଳେ ମାସ୍କକୁ ନେଇ ଆପଣ ଅସୁବିଧା ଅନୁଭବ କରନ୍ତି, ମାସ୍କ କାଢ଼ି ଦେବାକୁ ଇଚ୍ଛା ହୁଏ, ସେତେବେଳେ ମୁହୂର୍ତ୍ତକ ପାଇଁ ସେହି ଡାକ୍ତରମାନଙ୍କ କଥା ମନେ ପକାନ୍ତୁ, ସେହି ନର୍ସମାନଙ୍କ କଥା ମନେପକାନ୍ତୁ, ଆମର ସେହି କରୋନା ଯୋଦ୍ଧାମାନଙ୍କ କଥା ମନେପକାନ୍ତୁ । ଆପଣମାନେ ଲକ୍ଷ୍ୟ କରିବେ ଯେ, ସେମାନେ ଘଂଟା ଘଂଟା ଧରି ମାସ୍କ ପିନ୍ଧି ଅନବରତ ଭାବେ ଆମମାନଙ୍କ ସମସ୍ତଙ୍କ ଜୀବନ ବଞ୍ଚାଇବାରେ ଲାଗିପଡ଼ିଛନ୍ତି । ଆଠ-ଦଶ ଘଂଟା ଧରି ମାସ୍କ ପିନ୍ଧିରହୁଛନ୍ତି । ସେମାନଙ୍କୁ କ'ଣ ଅସୁବିଧା ହେଉନଥିବ ? ଟିକିଏ ସେମାନଙ୍କ କଥା ଚିନ୍ତାକରନ୍ତୁ, ଆପଣ ମଧ୍ୟ ଜଣେ ନାଗରିକ ଭାବେ ଏଥିରେ ଟିକିଏ ବି ଅବହେଳା କରିବା ଉଚିତ ନୁହେଁ । ଏକପକ୍ଷରେ ଆମକୁ ସମ୍ପୂର୍ଣ୍ଣ ସଚେତନତା ଏବଂ ସାବଧାନତା ସହ କରୋନା ବିରୁଦ୍ଧରେ ସଂଗ୍ରାମ ଜାରି ରଖିବାକୁ ହେବ । ଅପରପକ୍ଷରେ କଠିନ ପରିଶ୍ରମ ଦ୍ୱାରା ବ୍ୟବସାୟ, ଚାକିରି, ଅଧ୍ୟୟନ, ଯାହାର ଆମର କର୍ତ୍ତବ୍ୟ ତାହାକୁ ଗତିଶୀଳ କରିବାକୁ ହେବ । ତାହାକୁ ଉନ୍ନତିର ନୂତନ ଶିଖରକୁ ନେଇଯିବାକୁ ହେବ । ବନ୍ଧୁଗଣ, କରୋନା କାଳରେ ତ ଆମର ଗ୍ରାମାଂଚଳ ସମଗ୍ର ଦେଶକୁ ଗୋଟିଏ ନୂତନ ଦିଗ ପ୍ରଦର୍ଶନ କରିଛି । ଗାଁରୁ ସ୍ଥାନୀୟ ନାଗରିକମାନଙ୍କ, ଗ୍ରାମପଂଚାୟତ ମାନଙ୍କର ଅନେକ ଭଲକାମ ସବୁ ନିରନ୍ତର ଭାବେ ସାମ୍ନାକୁ ଆସୁଛି । ଜମ୍ମୁରେ ତ୍ରେୱା ନାମକ ଗୋଟିଏ ଗ୍ରାମପଂଚାୟତ ରହିଛି । ସେଠାରେ ସରପଂଚ ହେଉଛନ୍ତି ବଲବୀର କୌର ଜୀ । ମୋତେ ସୂଚନା ଦିଆଯାଇଛି ଯେ, ବଲବୀର କୌରଜୀ ନିଜ ପଂଚାୟତରେ ୩୦ ଶଯ୍ୟାବିଶିଷ୍ଟ ଗୋଟିଏ କ୍ୱାରେଣ୍ଟାଇନ୍ ସେଣ୍ଟର ନିର୍ମାଣ କରିଛନ୍ତି । ପଂଚାୟତକୁ ଆସୁଥିବା ରାସ୍ତାମାନଙ୍କରେ ପାଣିର ସୁବିଧା ମଧ୍ୟ କରାଯାଇଛି । ଲୋକଙ୍କୁ ହାତ ଧୋଇବାରେ ଯେମିତି କୌଣସି ଅସୁବିଧା ନ ହେବ, ସେଥିପାଇଁ ବ୍ୟବସ୍ଥା କରାଯାଇଛି । କେବଳ ସେତିକି ନୁହେଁ, ବଲବୀର କୌରଜୀ ନିଜେ ନିଜ କାନ୍ଧ ଉପରେ Spray Pump ଟାଙ୍ଗି ସ୍ୱେଚ୍ଛାସେବୀମାନଙ୍କ ସହ ମିଶି ସାରା ପଂଚାୟତରେ, ଆଖପାଖ ଅଂଚଳରେ Sanitization କାମ ମଧ୍ୟ କରୁଛନ୍ତି । ସେଭଳି ଆଉ ଜଣେ କାଶ୍ମୀରୀ: [913, 881, 1199, 2059]
author-photo: [1376, 75, 1499, 232]
editorial-column-2: ବାତାବରଣ ସୃଷ୍ଟି ହୋଇଥିବାର ଅନୁମାନ କରାଯାଉଛି । ଯେଉଁ ସ୍ତରରେ ଲୋକେ କେବେ ବି ଖବର ବିଷୟରେ ଜାଣିବାକୁ ଚାହୁଁ ନଥିଲେ, ସେମାନେ ଏବେ ସକାଳ ହେଲେ ଆଜିର କରୋନା ଖବର କ'ଣ ବୋଲି ଜାଣିବାକୁ ଉଦ୍‌ଗ୍ରୀବ ହେଉଥିବା ଦେଖିବାକୁ ମିଳୁଛି । କେଉଁ ଜିଲ୍ଲାରେ କେତେ ସଂକ୍ରମଣ, କେଉଁ ଗାଁରେ କେତେ ଆକ୍ରାନ୍ତ... ଏସବୁ ଚର୍ଚ୍ଚାରେ ସଭିଏଁ ଏବେ ବ୍ୟସ୍ତ । ଏଭଳି ପରିସ୍ଥିତିରେ ସମସ୍ତେ ଏକ ଅହେତୁକ ଅଦୃଶ୍ୟ ଆକ୍ରମଣର ଭୟରେ ଭୀତତ୍ରସ୍ତ । ଏଭଳି ପରିସ୍ଥିତିରେ ରାଜ୍ୟ ସରକାରଙ୍କ ପଦକ୍ଷେପ ସବୁରେ ଅତ୍ୟନ୍ତ ବଳିଷ୍ଠତାର ଆବଶ୍ୟକତା ରହିଛି । ରାଜ୍ୟର ଆର୍ଥିକ ସ୍ଥିତିକୁ ସମ୍ଭାଳି ରଖିବା ପାଇଁ ସରକାରଙ୍କୁ ଅତି ସଚେତନତା ଲୋଡ଼ା, ତା'ଠାରୁ ଅଧିକ ସଚେତନତା ଦରକାର ସ୍ୱାସ୍ଥ୍ୟସେବା ଦିଗକୁ ଆହୁରି ଦେଦୀପ୍ୟମାନ ଓ ସ୍ୱଚ୍ଛ କରିବା । ଲୋକଙ୍କ ଜୀବନ ଓ ଜୀବିକା ଦୁଇ ଦିଗକୁ ଦେଖି ସରକାର କଠୋର ପଦକ୍ଷେପ ଗ୍ରହଣ ନ କଲେ ହୁଏତ ଆଗାମୀ ସମୟରେ ଏକ ଅସମ୍ଭାଳ ସ୍ଥିତିକୁ ସାମ୍ନା କରିବାକୁ ପଡ଼ିପାରେ । ସ୍ୱାସ୍ଥ୍ୟସେବା ଦିଗକୁ ଆଧୁନିକୀକରଣ କରାଯାଇ ଏହାର ଉପାଦେୟତା ସହରଠାରୁ ଗ୍ରାମାଂଚଳ ଯାଏଁ ସୁଗମ କରାଇବା ଏକାନ୍ତ ଆବଶ୍ୟକ ହୋଇପଡ଼ିଛି । ଏ ଦିଗରେ ସରକାର ଯତ୍ନବାନ ହେବା ଉଚିତ । ଏଠାରେ ଆମକୁ ମନେ ପକେଇବାକୁ ପଡ଼ିବ ଯେ, କେତେକ ସମ୍ପନ୍ନ ଦେଶରେ ସ୍ୱାସ୍ଥ୍ୟସେବାର ଭିତ୍ତିଭୂମି ଖୁବ୍ ଚଳିଷ୍ଣୁ ଥିବା ସତ୍ତ୍ୱେ କରୋନା ସେମାନଙ୍କ ପାଇଁ ବିପର୍ଯ୍ୟୟ ସୃଷ୍ଟି କରି ସାରିଛି । ଏବେ ଆମର ସ୍ୱାସ୍ଥ୍ୟସେବା ଦିଗକୁ ଯେତେଦୂର ସମ୍ଭବ ସଶକ୍ତ କରାଯାଇ ରାଜ୍ୟବାସୀଙ୍କ ଜୀବନ ଜୀବିକାକୁ ସୁରକ୍ଷା ଦେବା ଆମ ସରକାରଙ୍କ ପ୍ରଧାନ କର୍ତ୍ତବ୍ୟ ହେବା ଦରକାର ।: [465, 146, 895, 589]
tulsi-column-title: ତୁଳସୀ ଜୈନଙ୍କ ଅନନ୍ୟ ପ୍ରୟୋଗ: [920, 81, 1200, 184]
highlight-item: କାରଗିଲ ବିଜୟ ଦିବସରେ ବୀର ଯବାନଙ୍କ ସାହସ ଓ ବଳିଦାନକୁ ସ୍ମରଣ କଲେ ପ୍ରଧାନମନ୍ତ୍ରୀ: [327, 936, 885, 1011]
editorial-label: ସମ୍ପାଦକୀୟ: [12, 86, 311, 132]
author-portrait-icon: [1378, 77, 1499, 232]
highlights-heading: ମନର କଥା ୨.୦ ( ଚତୁର୍ଦ୍ଦଶ ଅଧ୍ୟାୟ): [315, 883, 898, 927]
column-divider: [1204, 878, 1205, 2409]
section-title: ଚିନ୍ତା ଓ ଚେତନା: [950, 5, 1240, 47]
logo-text: କୋଶଳ ପ୍ରବାହ: [57, 11, 223, 42]
checkbox-icon: [327, 1133, 347, 1152]
mobile-number: ୯୪୩୭୦୩୭୦୧୬: [1218, 112, 1367, 142]
